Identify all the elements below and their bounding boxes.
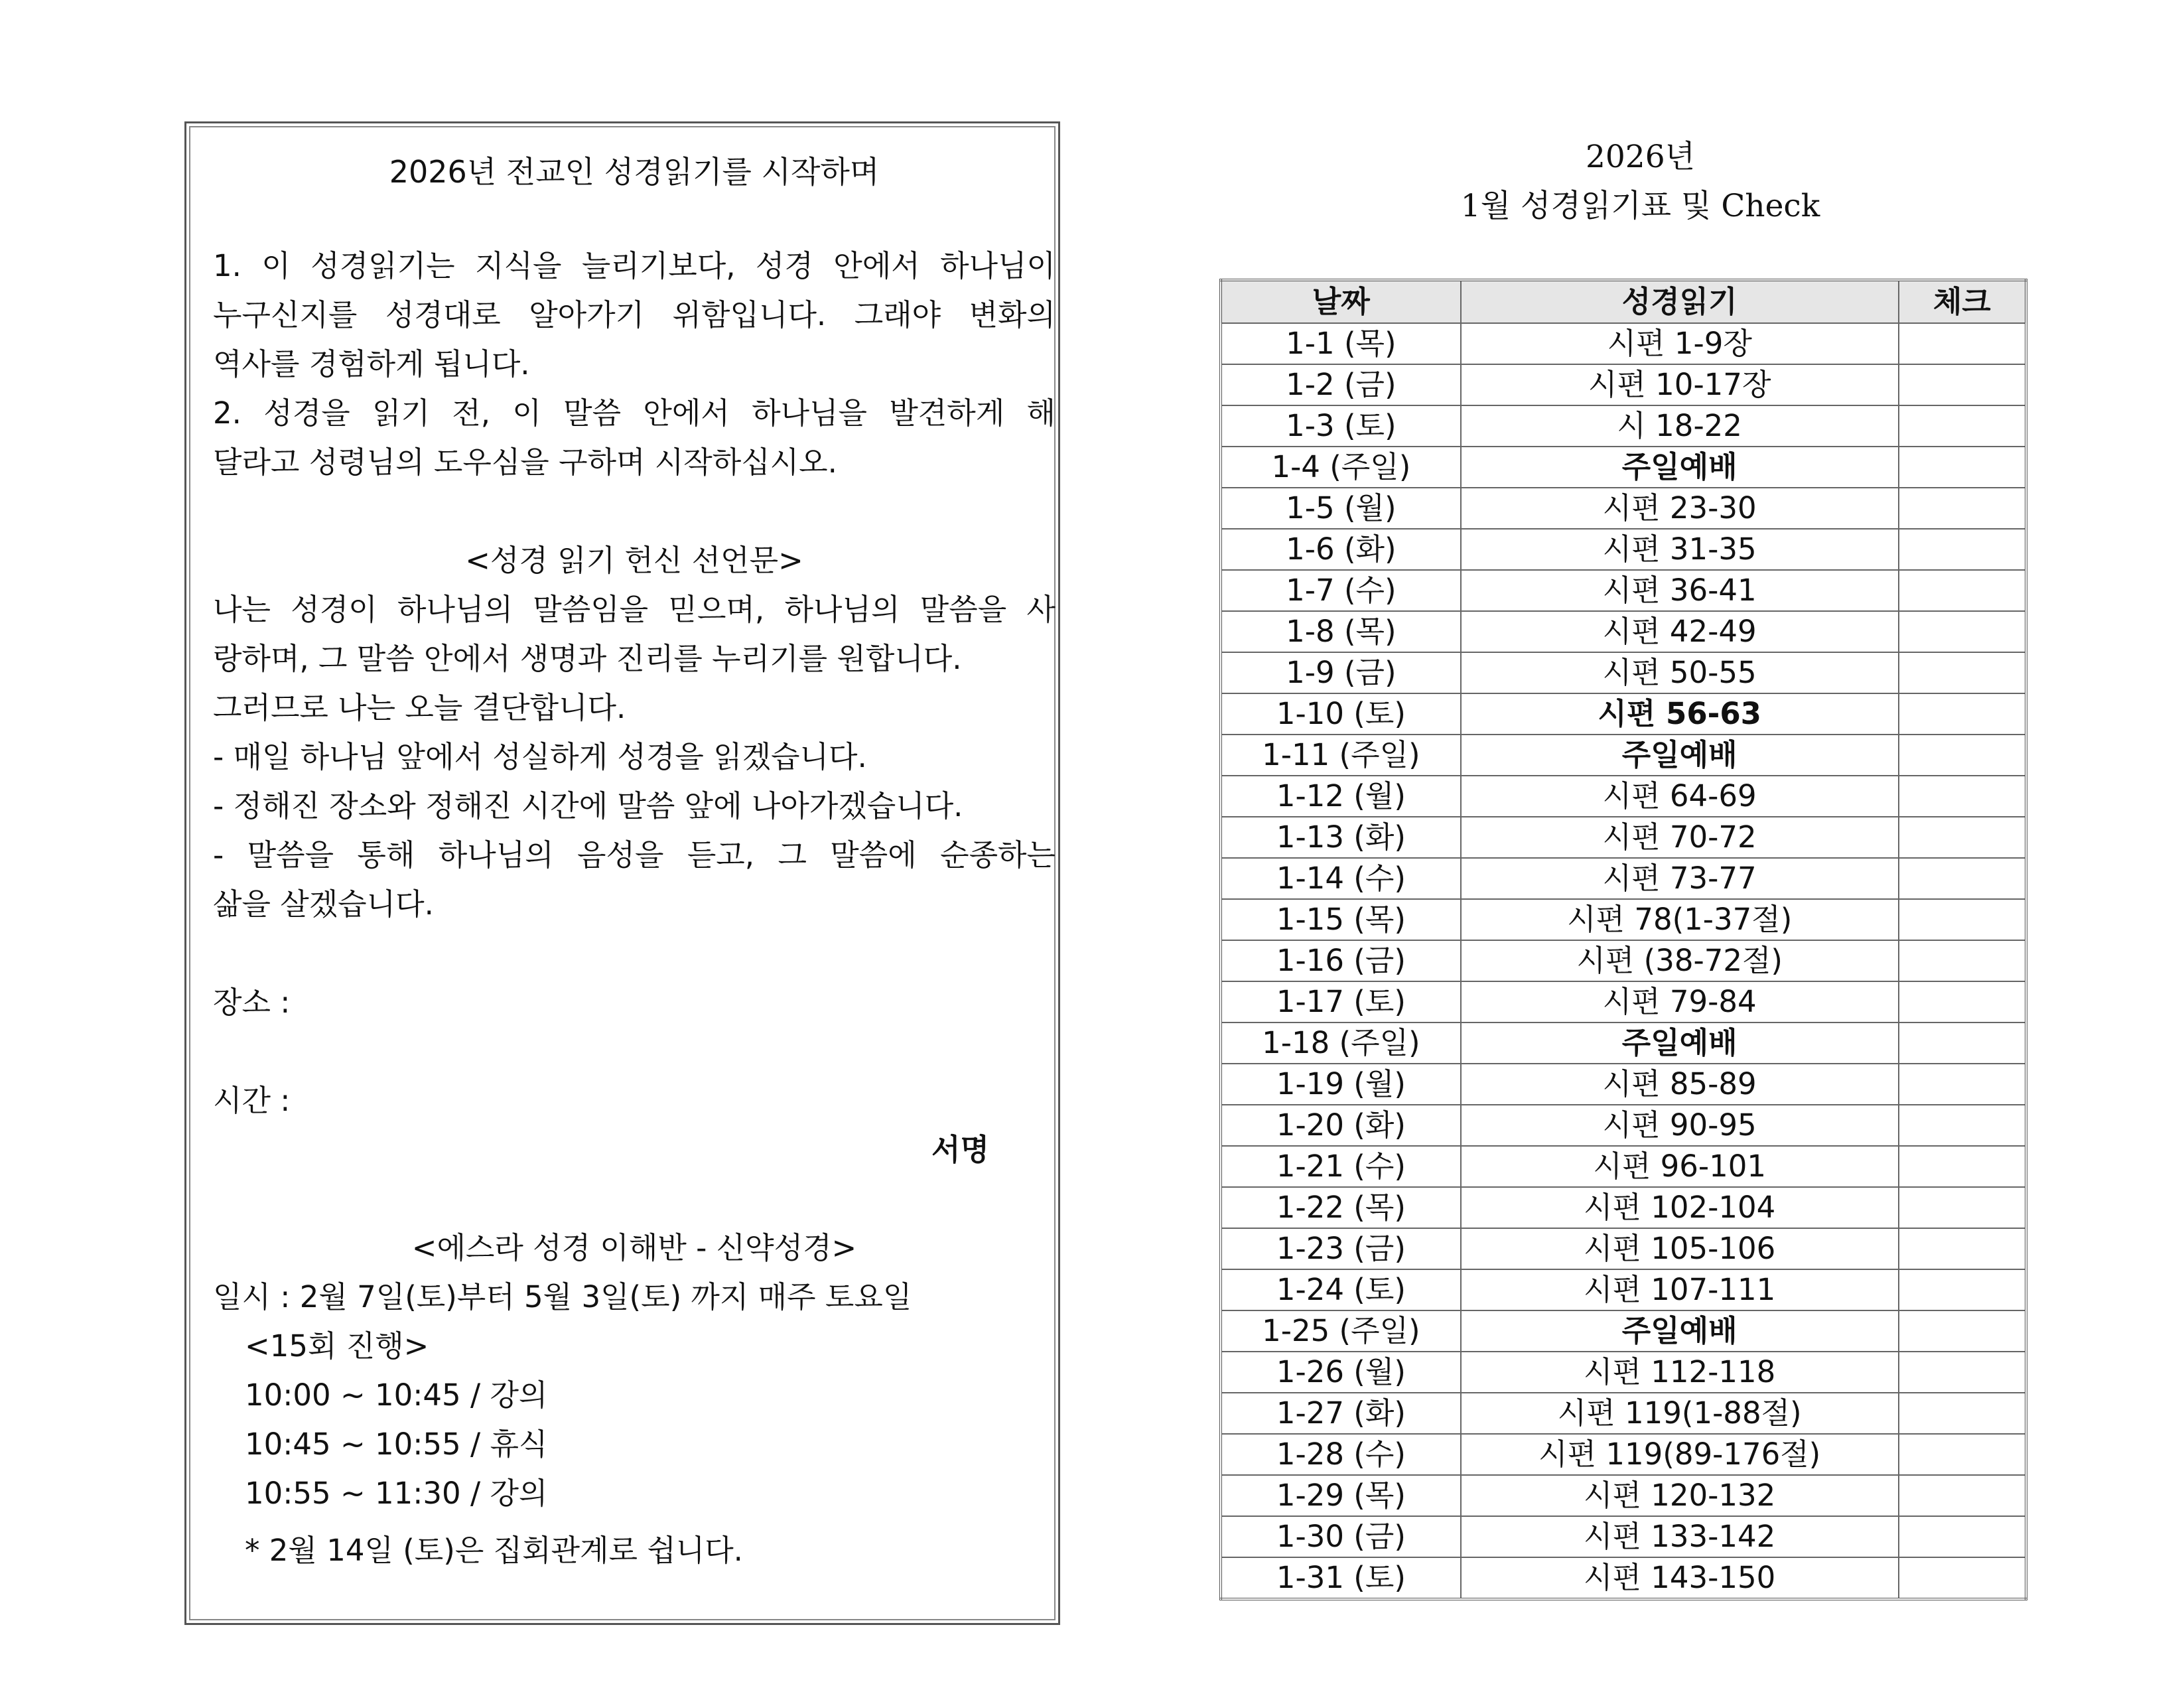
row-check-cell[interactable] xyxy=(1899,529,2026,570)
declaration-line: 랑하며, 그 말씀 안에서 생명과 진리를 누리기를 원합니다. xyxy=(213,641,962,676)
row-reading: 시편 70-72 xyxy=(1461,817,1899,858)
table-row xyxy=(1221,776,2026,817)
table-row xyxy=(1221,364,2026,405)
table-body xyxy=(1221,323,2026,1599)
row-date: 1-29 (목) xyxy=(1221,1475,1461,1516)
row-check-cell[interactable] xyxy=(1899,981,2026,1022)
instruction-2 xyxy=(213,389,1056,487)
table-row xyxy=(1221,735,2026,776)
instruction-2-line: 달라고 성령님의 도우심을 구하며 시작하십시오. xyxy=(213,445,837,480)
row-check-cell[interactable] xyxy=(1899,1105,2026,1146)
row-check-cell[interactable] xyxy=(1899,858,2026,899)
row-date: 1-19 (월) xyxy=(1221,1064,1461,1105)
row-reading: 시편 85-89 xyxy=(1461,1064,1899,1105)
table-row xyxy=(1221,447,2026,488)
ezra-class-title: <에스라 성경 이해반 - 신약성경> xyxy=(411,1230,857,1265)
row-reading: 시편 120-132 xyxy=(1461,1475,1899,1516)
row-date: 1-10 (토) xyxy=(1221,693,1461,735)
table-row xyxy=(1221,981,2026,1022)
row-date: 1-26 (월) xyxy=(1221,1352,1461,1393)
row-check-cell[interactable] xyxy=(1899,405,2026,447)
instruction-1-line: 누구신지를 성경대로 알아가기 위함입니다. 그래야 변화의 xyxy=(213,297,1056,332)
row-reading: 시편 78(1-37절) xyxy=(1461,899,1899,940)
row-reading: 시편 105-106 xyxy=(1461,1228,1899,1269)
row-date: 1-24 (토) xyxy=(1221,1269,1461,1310)
header-date: 날짜 xyxy=(1221,280,1461,323)
row-check-cell[interactable] xyxy=(1899,1187,2026,1228)
instruction-1 xyxy=(213,242,1056,389)
row-check-cell[interactable] xyxy=(1899,817,2026,858)
table-row xyxy=(1221,652,2026,693)
row-check-cell[interactable] xyxy=(1899,1146,2026,1187)
row-check-cell[interactable] xyxy=(1899,570,2026,611)
row-reading: 시편 119(89-176절) xyxy=(1461,1434,1899,1475)
row-reading: 시편 112-118 xyxy=(1461,1352,1899,1393)
row-reading: 시편 1-9장 xyxy=(1461,323,1899,364)
schedule-item: 10:55 ~ 11:30 / 강의 xyxy=(245,1476,548,1511)
intro-title: 2026년 전교인 성경읽기를 시작하며 xyxy=(389,154,880,190)
commitment-item: 삶을 살겠습니다. xyxy=(213,886,434,922)
table-row xyxy=(1221,570,2026,611)
row-check-cell[interactable] xyxy=(1899,1475,2026,1516)
ezra-class-date: 일시 : 2월 7일(토)부터 5월 3일(토) 까지 매주 토요일 xyxy=(213,1279,912,1314)
table-row xyxy=(1221,899,2026,940)
row-check-cell[interactable] xyxy=(1899,735,2026,776)
place-label: 장소 : xyxy=(213,985,291,1020)
table-row xyxy=(1221,405,2026,447)
row-date: 1-4 (주일) xyxy=(1221,447,1461,488)
table-row xyxy=(1221,1064,2026,1105)
row-date: 1-6 (화) xyxy=(1221,529,1461,570)
ezra-note: * 2월 14일 (토)은 집회관계로 쉽니다. xyxy=(245,1533,743,1568)
time-label: 시간 : xyxy=(213,1083,291,1118)
row-check-cell[interactable] xyxy=(1899,899,2026,940)
row-reading: 주일예배 xyxy=(1461,1310,1899,1352)
row-reading: 시편 96-101 xyxy=(1461,1146,1899,1187)
row-reading: 시편 56-63 xyxy=(1461,693,1899,735)
table-row xyxy=(1221,1475,2026,1516)
table-row xyxy=(1221,1352,2026,1393)
row-reading: 주일예배 xyxy=(1461,1022,1899,1064)
row-date: 1-11 (주일) xyxy=(1221,735,1461,776)
table-row xyxy=(1221,817,2026,858)
row-reading: 시편 119(1-88절) xyxy=(1461,1393,1899,1434)
row-check-cell[interactable] xyxy=(1899,1352,2026,1393)
row-reading: 시편 23-30 xyxy=(1461,488,1899,529)
row-date: 1-20 (화) xyxy=(1221,1105,1461,1146)
row-date: 1-25 (주일) xyxy=(1221,1310,1461,1352)
row-reading: 시편 42-49 xyxy=(1461,611,1899,652)
row-date: 1-3 (토) xyxy=(1221,405,1461,447)
instruction-2-line: 2. 성경을 읽기 전, 이 말씀 안에서 하나님을 발견하게 해 xyxy=(213,395,1056,431)
row-reading: 시편 143-150 xyxy=(1461,1557,1899,1599)
row-date: 1-28 (수) xyxy=(1221,1434,1461,1475)
intro-content xyxy=(213,149,1056,1575)
row-reading: 시편 102-104 xyxy=(1461,1187,1899,1228)
row-date: 1-14 (수) xyxy=(1221,858,1461,899)
row-check-cell[interactable] xyxy=(1899,693,2026,735)
row-date: 1-15 (목) xyxy=(1221,899,1461,940)
row-date: 1-16 (금) xyxy=(1221,940,1461,981)
row-check-cell[interactable] xyxy=(1899,1557,2026,1599)
row-date: 1-27 (화) xyxy=(1221,1393,1461,1434)
row-date: 1-21 (수) xyxy=(1221,1146,1461,1187)
row-reading: 시편 10-17장 xyxy=(1461,364,1899,405)
row-check-cell[interactable] xyxy=(1899,1064,2026,1105)
row-check-cell[interactable] xyxy=(1899,940,2026,981)
table-row xyxy=(1221,1105,2026,1146)
table-row xyxy=(1221,1187,2026,1228)
reading-plan-subtitle: 1월 성경읽기표 및 Check xyxy=(1460,188,1820,224)
row-date: 1-8 (목) xyxy=(1221,611,1461,652)
row-date: 1-1 (목) xyxy=(1221,323,1461,364)
table-row xyxy=(1221,529,2026,570)
row-check-cell[interactable] xyxy=(1899,1310,2026,1352)
table-row xyxy=(1221,1228,2026,1269)
table-header-row xyxy=(1221,280,2026,323)
header-check: 체크 xyxy=(1899,280,2026,323)
row-date: 1-12 (월) xyxy=(1221,776,1461,817)
ezra-class-sessions: <15회 진행> xyxy=(245,1328,429,1364)
reading-plan-header xyxy=(1221,133,2060,231)
table-row xyxy=(1221,1434,2026,1475)
row-reading: 시편 133-142 xyxy=(1461,1516,1899,1557)
row-date: 1-9 (금) xyxy=(1221,652,1461,693)
row-reading: 시편 31-35 xyxy=(1461,529,1899,570)
row-reading: 주일예배 xyxy=(1461,447,1899,488)
row-reading: 시 18-22 xyxy=(1461,405,1899,447)
declaration-line: 그러므로 나는 오늘 결단합니다. xyxy=(213,690,626,725)
commitment-item: - 정해진 장소와 정해진 시간에 말씀 앞에 나아가겠습니다. xyxy=(213,788,963,823)
table-row xyxy=(1221,1022,2026,1064)
schedule-item: 10:00 ~ 10:45 / 강의 xyxy=(245,1377,548,1413)
row-check-cell[interactable] xyxy=(1899,1269,2026,1310)
declaration-title: <성경 읽기 헌신 선언문> xyxy=(465,543,803,578)
row-date: 1-7 (수) xyxy=(1221,570,1461,611)
row-check-cell[interactable] xyxy=(1899,776,2026,817)
intro-box xyxy=(184,121,1060,1625)
reading-plan-table xyxy=(1219,279,2027,1600)
header-reading: 성경읽기 xyxy=(1461,280,1899,323)
row-reading: 주일예배 xyxy=(1461,735,1899,776)
schedule-item: 10:45 ~ 10:55 / 휴식 xyxy=(245,1427,548,1462)
table-row xyxy=(1221,488,2026,529)
table-row xyxy=(1221,940,2026,981)
row-date: 1-18 (주일) xyxy=(1221,1022,1461,1064)
row-check-cell[interactable] xyxy=(1899,1434,2026,1475)
table-row xyxy=(1221,323,2026,364)
table-row xyxy=(1221,858,2026,899)
table-row xyxy=(1221,693,2026,735)
table-row xyxy=(1221,1146,2026,1187)
row-reading: 시편 50-55 xyxy=(1461,652,1899,693)
row-check-cell[interactable] xyxy=(1899,1228,2026,1269)
table-row xyxy=(1221,1557,2026,1599)
row-date: 1-2 (금) xyxy=(1221,364,1461,405)
row-reading: 시편 64-69 xyxy=(1461,776,1899,817)
row-date: 1-31 (토) xyxy=(1221,1557,1461,1599)
row-check-cell[interactable] xyxy=(1899,364,2026,405)
row-reading: 시편 73-77 xyxy=(1461,858,1899,899)
row-date: 1-17 (토) xyxy=(1221,981,1461,1022)
table-row xyxy=(1221,1269,2026,1310)
table-row xyxy=(1221,611,2026,652)
row-date: 1-22 (목) xyxy=(1221,1187,1461,1228)
row-check-cell[interactable] xyxy=(1899,652,2026,693)
row-date: 1-30 (금) xyxy=(1221,1516,1461,1557)
signature-label: 서명 xyxy=(931,1132,989,1167)
commitment-item: - 매일 하나님 앞에서 성실하게 성경을 읽겠습니다. xyxy=(213,739,867,774)
declaration-line: 나는 성경이 하나님의 말씀임을 믿으며, 하나님의 말씀을 사 xyxy=(213,592,1056,627)
table-row xyxy=(1221,1310,2026,1352)
instruction-1-line: 역사를 경험하게 됩니다. xyxy=(213,346,530,382)
table-row xyxy=(1221,1516,2026,1557)
row-reading: 시편 107-111 xyxy=(1461,1269,1899,1310)
row-check-cell[interactable] xyxy=(1899,611,2026,652)
row-check-cell[interactable] xyxy=(1899,1393,2026,1434)
row-check-cell[interactable] xyxy=(1899,488,2026,529)
row-reading: 시편 36-41 xyxy=(1461,570,1899,611)
instruction-1-line: 1. 이 성경읽기는 지식을 늘리기보다, 성경 안에서 하나님이 xyxy=(213,248,1056,283)
reading-plan-year: 2026년 xyxy=(1585,139,1695,175)
row-date: 1-13 (화) xyxy=(1221,817,1461,858)
row-date: 1-23 (금) xyxy=(1221,1228,1461,1269)
row-date: 1-5 (월) xyxy=(1221,488,1461,529)
row-reading: 시편 (38-72절) xyxy=(1461,940,1899,981)
row-reading: 시편 90-95 xyxy=(1461,1105,1899,1146)
row-check-cell[interactable] xyxy=(1899,1516,2026,1557)
row-check-cell[interactable] xyxy=(1899,323,2026,364)
table-row xyxy=(1221,1393,2026,1434)
row-check-cell[interactable] xyxy=(1899,1022,2026,1064)
commitment-item: - 말씀을 통해 하나님의 음성을 듣고, 그 말씀에 순종하는 xyxy=(213,837,1056,873)
row-check-cell[interactable] xyxy=(1899,447,2026,488)
row-reading: 시편 79-84 xyxy=(1461,981,1899,1022)
